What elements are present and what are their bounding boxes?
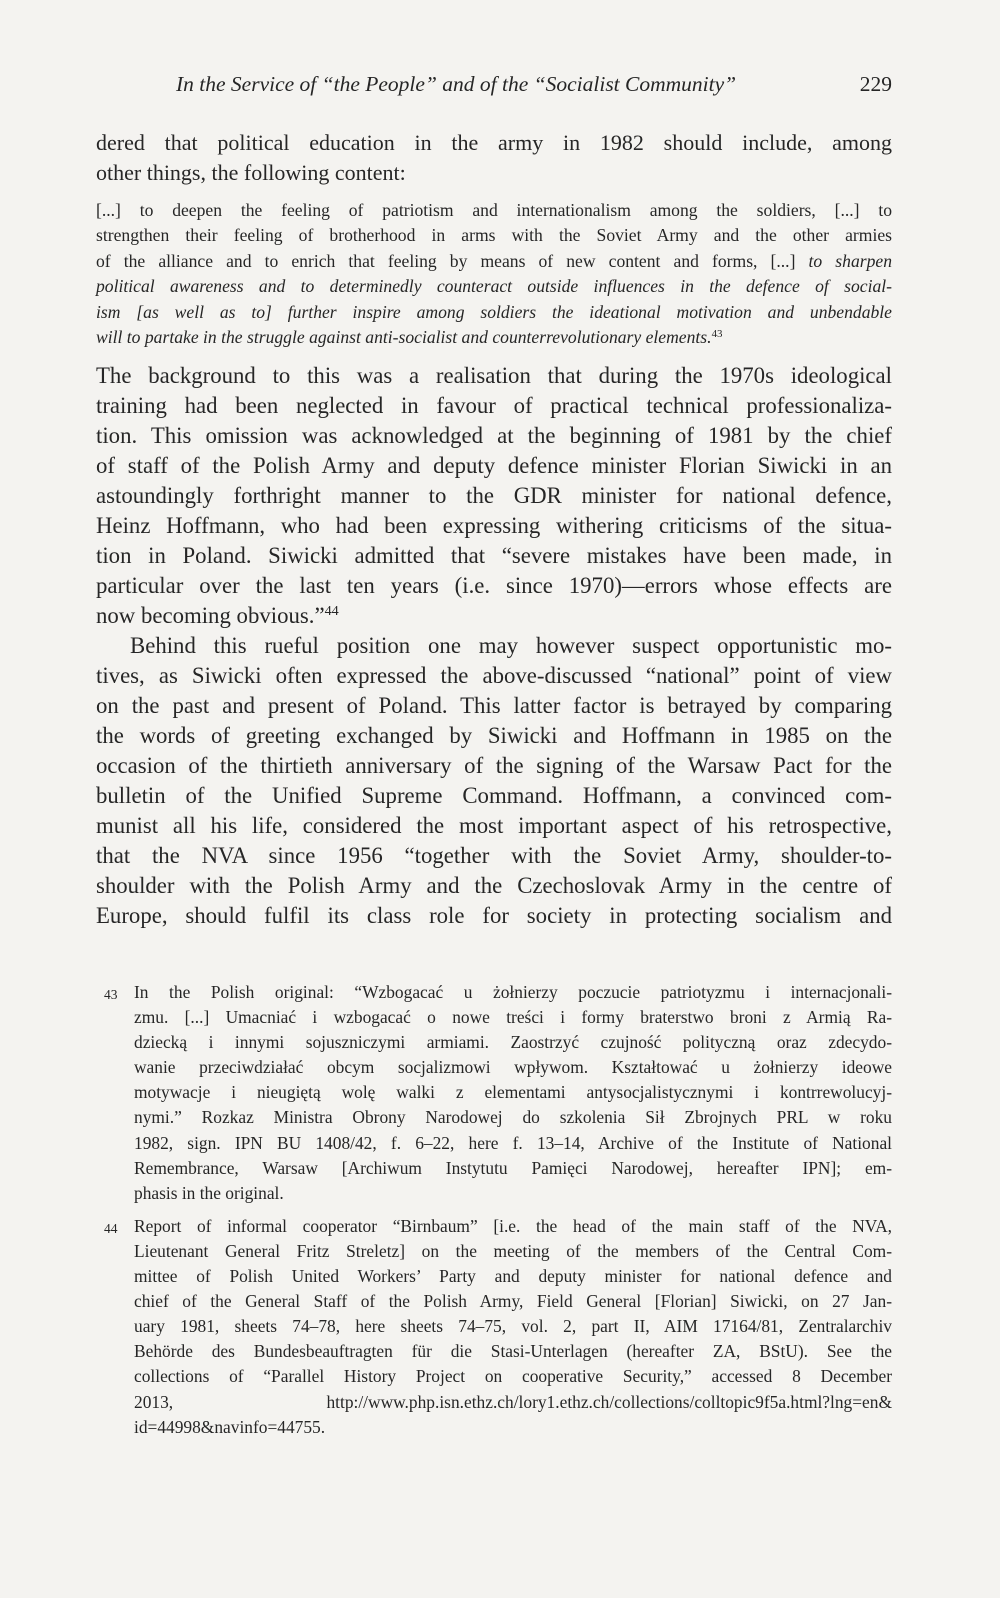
footnote-line: nymi.” Rozkaz Ministra Obrony Narodowej do szkolenia Sił Zbrojnych PRL w roku: [134, 1107, 892, 1128]
quote-line: strengthen their feeling of brotherhood in arms with the Soviet Army and the other armies: [96, 225, 892, 246]
footnote-line: In the Polish original: “Wzbogacać u żołnierzy poczucie patriotyzmu i internacjonali-: [134, 982, 892, 1002]
footnote-43: [96, 980, 892, 1206]
quote-line: political awareness and to determinedly counteract outside influences in the defence of social-: [96, 276, 892, 297]
text-line: tion. This omission was acknowledged at the beginning of 1981 by the chief: [96, 423, 892, 449]
running-head-title: In the Service of “the People” and of the “Socialist Community”: [176, 72, 737, 96]
quote-line: [96, 249, 892, 274]
quote-emphasis: to sharpen: [808, 250, 892, 271]
page-number: 229: [859, 72, 892, 96]
footnote-line: id=44998&navinfo=44755.: [134, 1416, 326, 1437]
footnote-line: Report of informal cooperator “Birnbaum” [i.e. the head of the main staff of the NVA,: [134, 1215, 892, 1236]
quote-line: [96, 325, 892, 350]
text-line: other things, the following content:: [96, 159, 406, 185]
footnote-line: zmu. [...] Umacniać i wzbogacać o nowe treści i formy braterstwo broni z Armią Ra-: [134, 1007, 892, 1028]
footnote-44: [96, 1214, 892, 1440]
text-line: of staff of the Polish Army and deputy defence minister Florian Siwicki in an: [96, 453, 892, 479]
text-line: [96, 601, 892, 631]
running-head: [96, 66, 892, 102]
paragraph-1: [96, 361, 892, 931]
footnote-line: Remembrance, Warsaw [Archiwum Instytutu Pamięci Narodowej, hereafter IPN]; em-: [134, 1157, 892, 1178]
quote-emphasis: will to partake in the struggle against anti-socialist and counterrevolutionary elements.: [96, 327, 712, 348]
quote-line: [...] to deepen the feeling of patriotism and internationalism among the soldiers, [...] to: [96, 200, 892, 220]
footnote-line: 2013, http://www.php.isn.ethz.ch/lory1.ethz.ch/collections/colltopic9f5a.html?lng=en&: [134, 1391, 892, 1412]
text-line: particular over the last ten years (i.e. since 1970)—errors whose effects are: [96, 573, 892, 599]
text-line: astoundingly forthright manner to the GDR minister for national defence,: [96, 483, 892, 509]
text-line: the words of greeting exchanged by Siwicki and Hoffmann in 1985 on the: [96, 723, 892, 749]
footnote-ref-44[interactable]: 44: [324, 603, 339, 620]
footnote-number: 44: [104, 1220, 118, 1236]
text-line: Heinz Hoffmann, who had been expressing withering criticisms of the situa-: [96, 513, 892, 539]
intro-paragraph: [96, 128, 892, 187]
footnote-line: chief of the General Staff of the Polish Army, Field General [Florian] Siwicki, on 27 Jan-: [134, 1291, 892, 1312]
footnote-line: phasis in the original.: [134, 1182, 284, 1203]
text-line: Europe, should fulfil its class role for society in protecting socialism and: [96, 903, 892, 929]
quote-line: ism [as well as to] further inspire among soldiers the ideational motivation and unbendable: [96, 301, 892, 322]
text-segment: now becoming obvious.”: [96, 603, 325, 629]
main-text: [96, 128, 892, 931]
text-line: shoulder with the Polish Army and the Czechoslovak Army in the centre of: [96, 873, 892, 899]
footnote-ref-43[interactable]: 43: [711, 328, 723, 341]
text-line: dered that political education in the army in 1982 should include, among: [96, 130, 892, 155]
footnote-line: dziecką i innymi sojuszniczymi armiami. Zaostrzyć czujność polityczną oraz zdecydo-: [134, 1032, 892, 1053]
footnote-line: Lieutenant General Fritz Streletz] on the meeting of the members of the Central Com-: [134, 1240, 892, 1261]
footnote-line: collections of “Parallel History Project on cooperative Security,” accessed 8 December: [134, 1366, 892, 1387]
text-line: tives, as Siwicki often expressed the above-discussed “national” point of view: [96, 663, 892, 689]
footnotes: [96, 980, 892, 1440]
text-line: on the past and present of Poland. This latter factor is betrayed by comparing: [96, 693, 892, 719]
footnote-number: 43: [104, 987, 118, 1002]
text-line: The background to this was a realisation that during the 1970s ideological: [96, 363, 892, 389]
footnote-line: 1982, sign. IPN BU 1408/42, f. 6–22, here f. 13–14, Archive of the Institute of National: [134, 1132, 892, 1153]
footnote-line: Behörde des Bundesbeauftragten für die Stasi-Unterlagen (hereafter ZA, BStU). See the: [134, 1341, 892, 1362]
text-line: tion in Poland. Siwicki admitted that “severe mistakes have been made, in: [96, 543, 892, 569]
text-line: occasion of the thirtieth anniversary of the signing of the Warsaw Pact for the: [96, 753, 892, 779]
quote-text: of the alliance and to enrich that feeling by means of new content and forms, [...]: [96, 250, 796, 271]
footnote-line: motywacje i nieugiętą wolę walki z elementami antysocjalistycznymi i kontrrewolucyj-: [134, 1082, 892, 1103]
block-quote: [96, 198, 892, 350]
text-line: training had been neglected in favour of practical technical professionaliza-: [96, 393, 892, 419]
footnote-line: uary 1981, sheets 74–78, here sheets 74–75, vol. 2, part II, AIM 17164/81, Zentralarchiv: [134, 1316, 892, 1337]
text-line: Behind this rueful position one may however suspect opportunistic mo-: [130, 633, 892, 659]
footnote-line: mittee of Polish United Workers’ Party and deputy minister for national defence and: [134, 1266, 892, 1287]
text-line: munist all his life, considered the most important aspect of his retrospective,: [96, 813, 892, 839]
footnote-line: wanie przeciwdziałać obcym socjalizmowi wpływom. Kształtować u żołnierzy ideowe: [134, 1057, 892, 1078]
text-line: that the NVA since 1956 “together with the Soviet Army, shoulder-to-: [96, 843, 892, 869]
text-line: bulletin of the Unified Supreme Command. Hoffmann, a convinced com-: [96, 783, 892, 809]
